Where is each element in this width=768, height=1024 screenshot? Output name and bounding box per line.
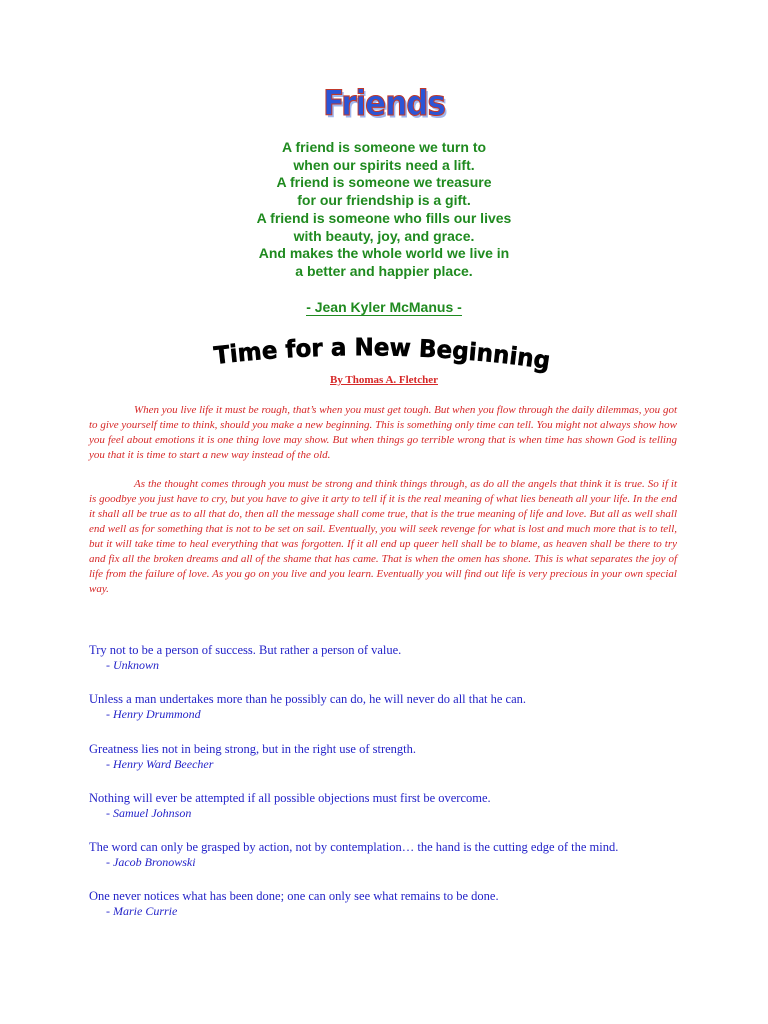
poem-line: A friend is someone who fills our lives (256, 209, 512, 226)
quote-author: - Jacob Bronowski (106, 855, 196, 870)
quote-text: Nothing will ever be attempted if all possible objections must first be overcome. (89, 790, 491, 805)
essay-paragraph-2 (89, 477, 677, 597)
quote-text: Greatness lies not in being strong, but in the right use of strength. (89, 741, 417, 756)
svg-text:Time for a New Beginning (213, 333, 552, 375)
quote-text: Unless a man undertakes more than he possibly can do, he will never do all that he can. (89, 692, 527, 707)
quote-item (89, 839, 729, 888)
essay-paragraph-2-text: As the thought comes through you must be strong and think things through, as do all the angels that think it is true. So if it is goodbye you just have to cry, but you have to give it arty to tell if it is the real meaning of what lies beneath all your life. In the end it shall all be true as to all that do, then all the message shall come true, that is the true meaning of life and love. But all as well shall end well as for something that is not to be set on sail. Eventually, you will seek revenge for what is lost and much more that is to tell, but it will take time to heal everything that was forgotten. If it all end up queer hell shall be to blame, as heaven shall be there to try and fix all the broken dreams and all of the shame that has came. That is when the omen has shone. This is what separates the joy of life from the failure of love. As you go on you live and you learn. Eventually you will find out life is very precious in your own special way. (89, 478, 677, 595)
essay-title-wordart (210, 330, 560, 378)
quote-item (89, 741, 729, 790)
friends-poem (0, 139, 768, 281)
poem-line: for our friendship is a gift. (297, 192, 471, 209)
essay-paragraph-1 (89, 403, 677, 463)
essay-byline (0, 374, 768, 386)
quote-text: One never notices what has been done; one can only see what remains to be done. (89, 889, 499, 904)
quote-item (89, 790, 729, 839)
poem-line: a better and happier place. (295, 262, 473, 279)
poem-line: A friend is someone we turn to (281, 139, 487, 155)
quote-author: - Henry Ward Beecher (106, 756, 214, 771)
quote-author: - Marie Currie (106, 904, 178, 919)
poem-line: when our spirits need a lift. (293, 156, 475, 173)
quote-item (89, 888, 729, 937)
essay-title (210, 330, 560, 378)
poem-line: with beauty, joy, and grace. (293, 227, 475, 244)
quotes-list (89, 642, 729, 938)
byline-text: By Thomas A. Fletcher (330, 374, 438, 386)
poem-author (0, 299, 768, 316)
quote-author: - Unknown (106, 658, 159, 672)
essay-paragraph-1-text: When you live life it must be rough, that’s when you must get tough. But when you flow through the daily dilemmas, you got to give yourself time to think, should you make a new beginning. This is something only time can tell. You might not always show how you feel about emotions it is one thing love may show. But when things go terrible wrong that is when time has shown God is telling you that it is time to start a new way instead of the old. (89, 404, 677, 461)
poem-author-text: - Jean Kyler McManus - (306, 299, 462, 315)
quote-item (89, 642, 729, 691)
poem-line: And makes the whole world we live in (258, 245, 510, 262)
essay-title-text: Time for a New Beginning (212, 333, 553, 376)
quote-author: - Henry Drummond (106, 707, 201, 722)
poem-line: A friend is someone we treasure (276, 174, 492, 191)
friends-title: Friends (323, 83, 445, 125)
quote-item (89, 691, 729, 740)
quote-author: - Samuel Johnson (106, 805, 192, 820)
quote-text: The word can only be grasped by action, not by contemplation… the hand is the cutting edge of the mind. (89, 840, 619, 855)
quote-text: Try not to be a person of success. But rather a person of value. (89, 643, 402, 657)
